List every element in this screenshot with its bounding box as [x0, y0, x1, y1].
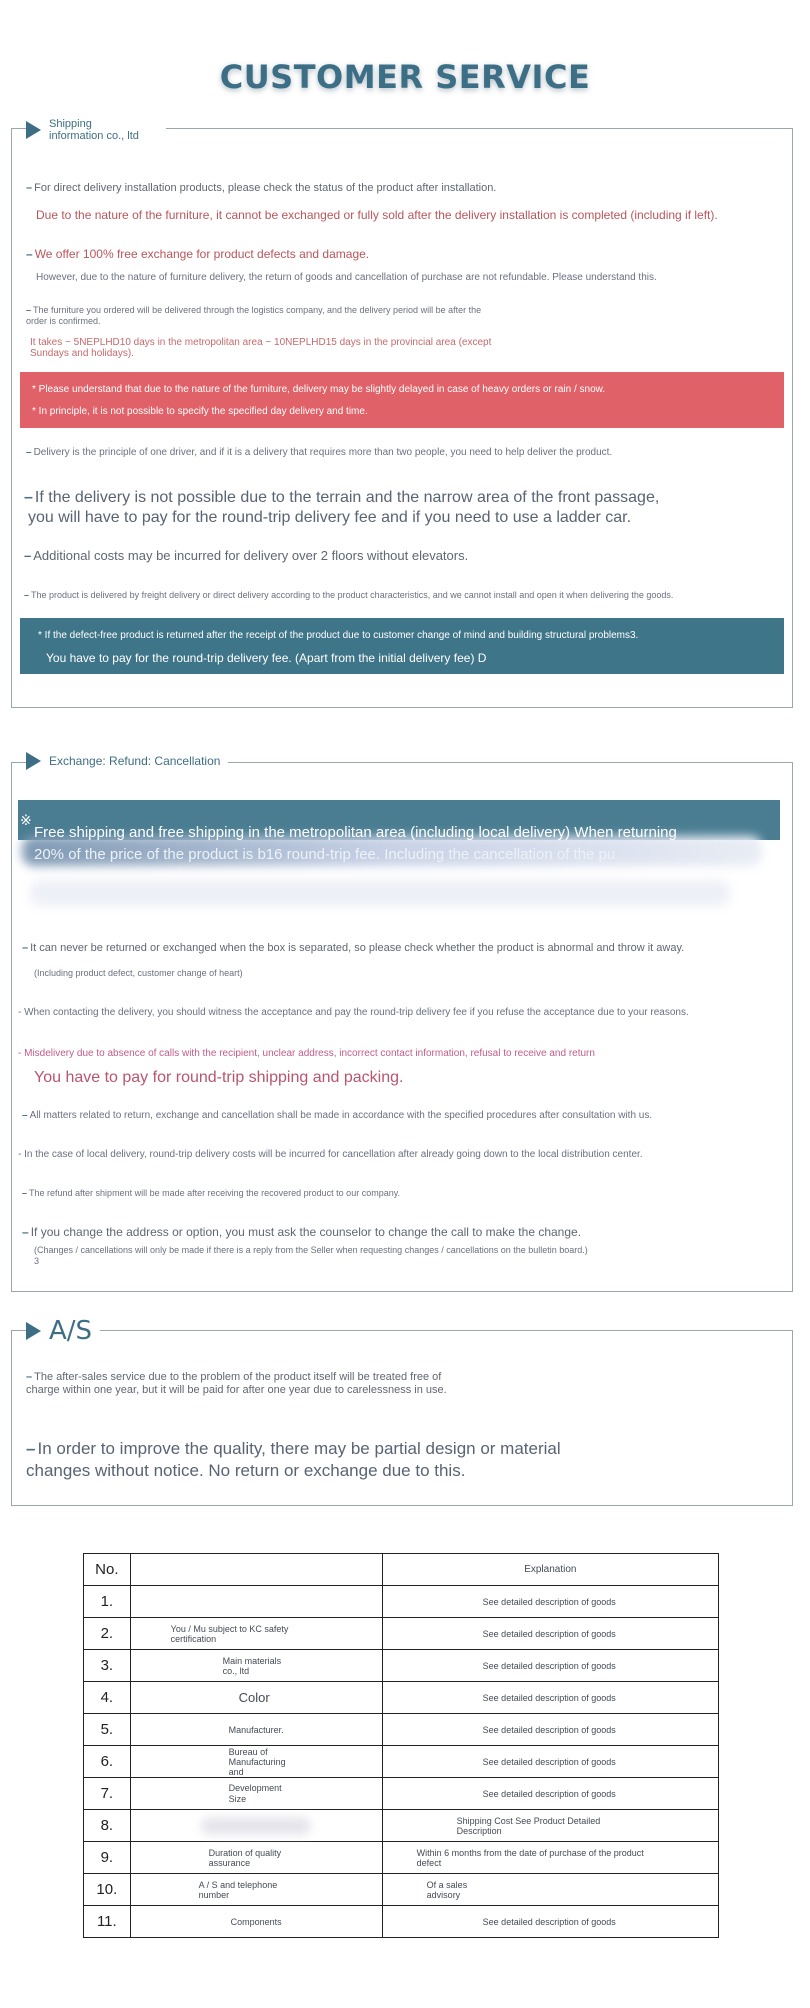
banner-line: Free shipping and free shipping in the metropolitan area (including local delivery) When returning	[34, 824, 677, 841]
row-number: 8.	[84, 1810, 131, 1842]
exchange-heading-label: Exchange: Refund: Cancellation	[49, 754, 221, 768]
banner-mark: ※	[20, 812, 32, 828]
row-explanation: Shipping Cost See Product Detailed Description	[382, 1810, 718, 1842]
exchange-item: – The refund after shipment will be made after receiving the recovered product to our company.	[22, 1188, 401, 1198]
row-number: 10.	[84, 1874, 131, 1906]
table-header-explanation: Explanation	[382, 1554, 718, 1586]
exchange-item: – If you change the address or option, you must ask the counselor to change the call to make the change.	[22, 1225, 582, 1239]
as-item: – The after-sales service due to the problem of the product itself will be treated free of charge within one year, but it will be paid for after one year due to carelessness in use.	[26, 1371, 447, 1396]
table-row	[84, 1842, 719, 1874]
table-row	[84, 1682, 719, 1714]
shipping-item: – The product is delivered by freight delivery or direct delivery according to the product characteristics, and we cannot install and open it when delivering the goods.	[24, 590, 674, 600]
banner-line: 20% of the price of the product is b16 round-trip fee. Including the cancellation of the pu	[34, 846, 616, 863]
table-row	[84, 1618, 719, 1650]
row-number: 9.	[84, 1842, 131, 1874]
shipping-item: It takes ~ 5NEPLHD10 days in the metropolitan area ~ 10NEPLHD15 days in the provincial area (except Sundays and holidays).	[30, 337, 492, 359]
row-number: 2.	[84, 1618, 131, 1650]
table-row	[84, 1650, 719, 1682]
as-item: – In order to improve the quality, there may be partial design or material changes without notice. No return or exchange due to this.	[26, 1439, 561, 1480]
row-explanation: See detailed description of goods	[382, 1586, 718, 1618]
notice-text: * Please understand that due to the nature of the furniture, delivery may be slightly delayed in case of heavy orders or rain / snow.	[32, 384, 606, 395]
table-header-no: No.	[84, 1554, 131, 1586]
row-number: 1.	[84, 1586, 131, 1618]
shipping-item: However, due to the nature of furniture delivery, the return of goods and cancellation of purchase are not refundable. Please understand this.	[36, 272, 657, 283]
exchange-item: (Including product defect, customer change of heart)	[34, 968, 243, 978]
row-name	[130, 1586, 382, 1618]
exchange-item: (Changes / cancellations will only be made if there is a reply from the Seller when requesting changes / cancellations on the bulletin board.) 3	[34, 1245, 588, 1266]
shipping-heading	[26, 118, 166, 142]
notice-text: * In principle, it is not possible to specify the specified day delivery and time.	[32, 406, 368, 417]
redacted-smear	[201, 1818, 311, 1834]
as-heading	[26, 1316, 100, 1346]
row-name: Main materials co., ltd	[130, 1650, 382, 1682]
row-explanation: See detailed description of goods	[382, 1778, 718, 1810]
row-number: 11.	[84, 1906, 131, 1938]
page-title: CUSTOMER SERVICE	[219, 58, 591, 96]
table-header-row	[84, 1554, 719, 1586]
row-name: Manufacturer.	[130, 1714, 382, 1746]
as-heading-label: A/S	[49, 1316, 93, 1346]
row-explanation: See detailed description of goods	[382, 1746, 718, 1778]
row-number: 5.	[84, 1714, 131, 1746]
triangle-bullet-icon	[26, 1322, 41, 1340]
row-name	[130, 1810, 382, 1842]
shipping-item: – For direct delivery installation products, please check the status of the product after installation.	[26, 182, 497, 194]
table-row	[84, 1906, 719, 1938]
shipping-item: – If the delivery is not possible due to the terrain and the narrow area of the front passage,	[24, 489, 660, 506]
row-name: Color	[130, 1682, 382, 1714]
row-name: Duration of quality assurance	[130, 1842, 382, 1874]
row-explanation: See detailed description of goods	[382, 1682, 718, 1714]
shipping-item: – We offer 100% free exchange for product defects and damage.	[26, 247, 370, 261]
shipping-item: Due to the nature of the furniture, it cannot be exchanged or fully sold after the delivery installation is completed (including if left).	[36, 208, 718, 222]
shipping-item: – Delivery is the principle of one driver, and if it is a delivery that requires more than two people, you need to help deliver the product.	[26, 447, 613, 458]
spec-table	[83, 1553, 719, 1938]
row-number: 7.	[84, 1778, 131, 1810]
row-explanation: See detailed description of goods	[382, 1650, 718, 1682]
table-row	[84, 1778, 719, 1810]
shipping-item: you will have to pay for the round-trip delivery fee and if you need to use a ladder car.	[28, 509, 632, 526]
shipping-item: – The furniture you ordered will be delivered through the logistics company, and the delivery period will be after the order is confirmed.	[26, 305, 482, 326]
table-row	[84, 1746, 719, 1778]
row-explanation: See detailed description of goods	[382, 1618, 718, 1650]
row-number: 4.	[84, 1682, 131, 1714]
shipping-item: – Additional costs may be incurred for delivery over 2 floors without elevators.	[24, 548, 469, 563]
exchange-item: - Misdelivery due to absence of calls with the recipient, unclear address, incorrect contact information, refusal to receive and return	[18, 1048, 595, 1059]
row-name: You / Mu subject to KC safety certification	[130, 1618, 382, 1650]
exchange-item: – All matters related to return, exchange and cancellation shall be made in accordance with the specified procedures after consultation with us.	[22, 1110, 653, 1121]
notice-text: * If the defect-free product is returned after the receipt of the product due to customer change of mind and building structural problems3.	[38, 630, 639, 641]
triangle-bullet-icon	[26, 752, 41, 770]
table-row	[84, 1810, 719, 1842]
notice-band-teal	[20, 618, 784, 674]
table-row	[84, 1714, 719, 1746]
triangle-bullet-icon	[26, 121, 41, 139]
notice-text: You have to pay for the round-trip delivery fee. (Apart from the initial delivery fee) D	[46, 651, 487, 665]
row-number: 3.	[84, 1650, 131, 1682]
row-name: Bureau of Manufacturing and	[130, 1746, 382, 1778]
row-explanation: See detailed description of goods	[382, 1906, 718, 1938]
row-name: A / S and telephone number	[130, 1874, 382, 1906]
notice-band-red	[20, 372, 784, 428]
table-row	[84, 1874, 719, 1906]
row-explanation: See detailed description of goods	[382, 1714, 718, 1746]
table-header-name	[130, 1554, 382, 1586]
row-name: Development Size	[130, 1778, 382, 1810]
row-explanation: Of a sales advisory	[382, 1874, 718, 1906]
row-explanation: Within 6 months from the date of purchase of the product defect	[382, 1842, 718, 1874]
banner-smear	[30, 880, 730, 906]
row-number: 6.	[84, 1746, 131, 1778]
exchange-item: You have to pay for round-trip shipping and packing.	[34, 1069, 404, 1086]
table-row	[84, 1586, 719, 1618]
exchange-item: - In the case of local delivery, round-trip delivery costs will be incurred for cancellation after already going down to the local distribution center.	[18, 1149, 643, 1160]
exchange-heading	[26, 752, 228, 770]
exchange-item: - When contacting the delivery, you should witness the acceptance and pay the round-trip delivery fee if you refuse the acceptance due to your reasons.	[18, 1007, 689, 1018]
shipping-heading-label: Shipping information co., ltd	[49, 118, 139, 142]
exchange-item: – It can never be returned or exchanged when the box is separated, so please check whether the product is abnormal and throw it away.	[22, 942, 685, 954]
row-name: Components	[130, 1906, 382, 1938]
